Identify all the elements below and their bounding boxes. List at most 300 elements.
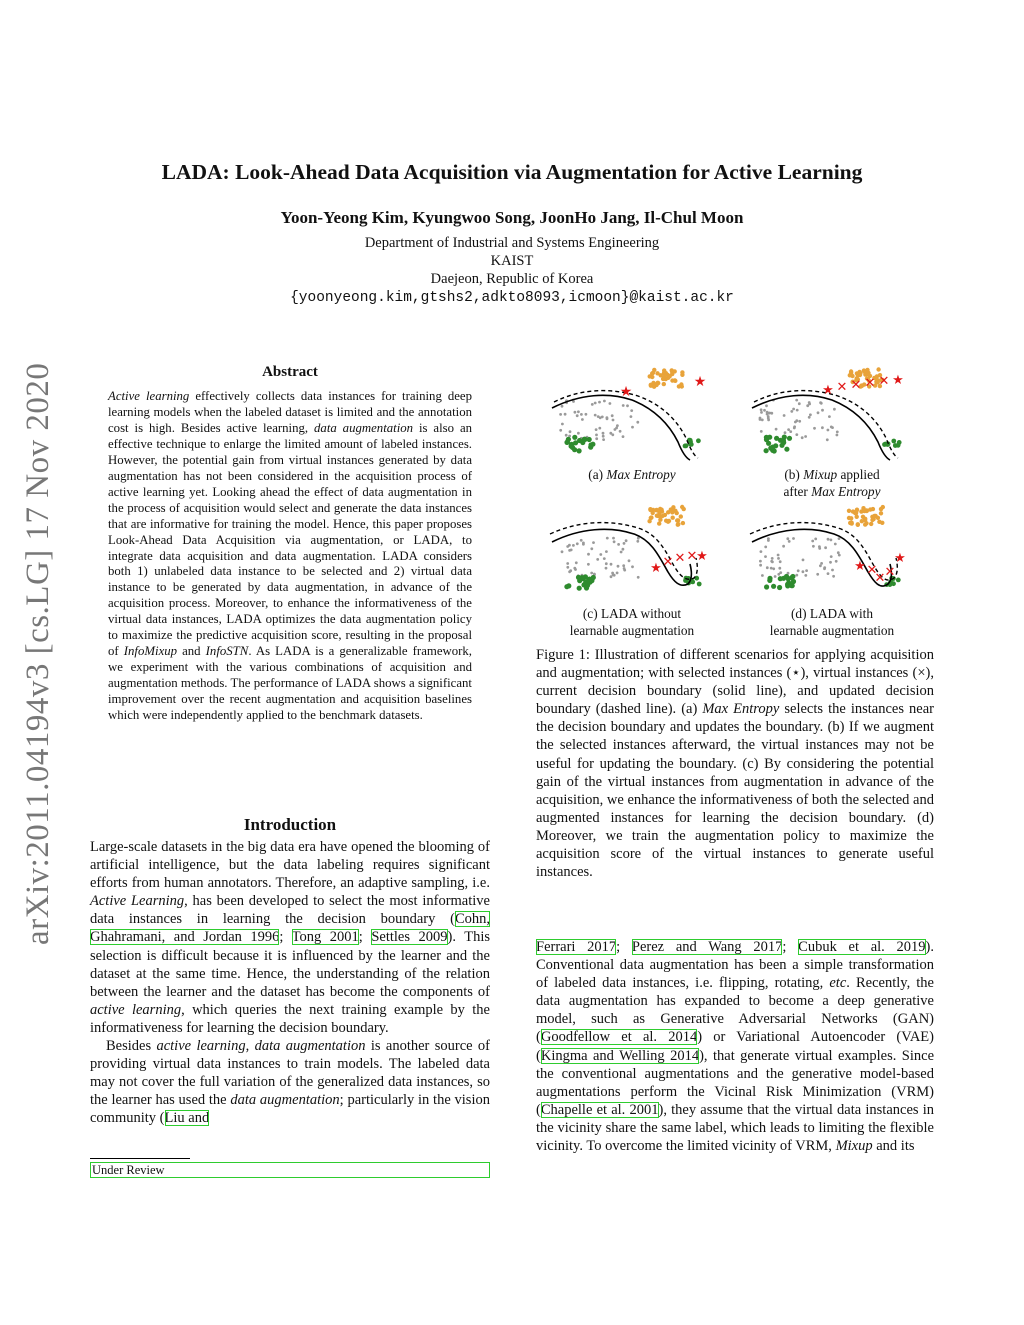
data-point — [813, 427, 816, 430]
citation-link[interactable]: Settles 2009 — [371, 929, 448, 946]
data-point — [603, 400, 606, 403]
virtual-cross: ✕ — [878, 373, 890, 388]
right-column-body — [536, 938, 934, 1155]
data-point — [765, 404, 768, 407]
data-point — [879, 511, 883, 515]
data-point — [581, 418, 584, 421]
body-text: ), they assume that the virtual data instances in the vicinity share the same label, which leads to limiting the flexible vicinity. To overcome the limited vicinity of VRM, — [536, 1101, 934, 1155]
data-point — [595, 437, 598, 440]
body-text: ). Conventional data augmentation has been a simple transformation of labeled data instances, i.e. flipping, rotating, — [536, 939, 934, 992]
data-point — [871, 507, 875, 511]
figure-panel-d — [740, 498, 904, 608]
data-point — [760, 550, 763, 553]
data-point — [628, 559, 631, 562]
subcaption-c — [542, 605, 722, 639]
abstract-heading: Abstract — [262, 364, 318, 380]
data-point — [599, 553, 602, 556]
data-point — [833, 408, 836, 411]
virtual-cross: ✕ — [686, 548, 698, 563]
data-point — [862, 509, 866, 513]
data-point — [590, 572, 593, 575]
data-point — [590, 547, 593, 550]
data-point — [575, 561, 578, 564]
body-text: and its — [872, 1138, 915, 1155]
data-point — [657, 521, 661, 525]
caption-text: Figure 1: Illustration of different scenarios for applying acquisition and augmentation; with selected instances (⋆), virtual instances (×), current decision boundary (solid line), and updated decision boundary (dashed line). (a) — [536, 647, 934, 718]
data-point — [637, 576, 640, 579]
citation-link[interactable]: Kingma and Welling 2014 — [540, 1047, 700, 1064]
data-point — [598, 401, 601, 404]
data-point — [561, 405, 564, 408]
data-point — [827, 429, 830, 432]
data-point — [619, 430, 622, 433]
subcaption-em: Max Entropy — [606, 467, 676, 482]
intro-text: is another source of providing virtual data instances to train models. The labeled data may not cover the full variation of the generalized data instances, so the learner has used the — [90, 1038, 491, 1109]
footnote-rule — [90, 1158, 190, 1159]
data-point — [787, 428, 790, 431]
abstract-lead: Active learning — [108, 389, 190, 403]
data-point — [611, 414, 614, 417]
data-point — [559, 429, 562, 432]
data-point — [794, 421, 797, 424]
data-point — [820, 402, 823, 405]
citation-link[interactable]: Goodfellow et al. 2014 — [540, 1029, 698, 1046]
data-point — [808, 416, 811, 419]
data-point — [569, 430, 572, 433]
data-point — [771, 557, 774, 560]
data-point — [613, 574, 616, 577]
data-point — [637, 537, 640, 540]
data-point — [596, 558, 599, 561]
data-point — [623, 542, 626, 545]
citation-link[interactable]: Tong 2001 — [291, 929, 359, 946]
data-point — [781, 440, 786, 445]
author-emails: {yoonyeong.kim,gtshs2,adkto8093,icmoon}@kaist.ac.kr — [290, 290, 734, 306]
data-point — [847, 509, 851, 513]
data-point — [850, 521, 854, 525]
data-point — [630, 409, 633, 412]
data-point — [876, 367, 880, 371]
data-point — [580, 539, 583, 542]
selected-star: ★ — [822, 382, 834, 397]
virtual-cross: ✕ — [866, 562, 878, 577]
abstract-text-4: . As LADA is a generalizable framework, we experiment with the various combinations of acquisition and augmentation methods. The performance of LADA shows a significant improvement over the recent augmentation and acquisition baselines which were independently applied to the benchmark datasets. — [108, 644, 473, 723]
data-point — [831, 426, 834, 429]
subcaption-em: Mixup — [803, 467, 838, 482]
data-point — [802, 559, 805, 562]
data-point — [870, 518, 874, 522]
data-point — [882, 442, 887, 447]
data-point — [591, 575, 596, 580]
data-point — [561, 423, 564, 426]
data-point — [679, 514, 683, 518]
data-point — [599, 416, 602, 419]
data-point — [696, 438, 701, 443]
subcaption-text: (b) — [784, 467, 804, 482]
data-point — [585, 413, 588, 416]
data-point — [616, 424, 619, 427]
data-point — [587, 437, 592, 442]
virtual-cross: ✕ — [884, 564, 896, 579]
data-point — [784, 431, 787, 434]
data-point — [760, 411, 763, 414]
data-point — [682, 507, 686, 511]
subcaption-d — [742, 605, 922, 639]
data-point — [587, 553, 590, 556]
data-point — [790, 583, 795, 588]
data-point — [836, 434, 839, 437]
data-point — [622, 404, 625, 407]
introduction-heading: Introduction — [243, 815, 337, 834]
data-point — [774, 575, 777, 578]
data-point — [881, 505, 885, 509]
data-point — [767, 417, 770, 420]
data-point — [821, 426, 824, 429]
data-point — [837, 551, 840, 554]
intro-em: data augmentation — [254, 1038, 366, 1055]
data-point — [809, 413, 812, 416]
citation-link[interactable]: Cohn, Ghahramani, and Jordan 1996 — [90, 911, 490, 946]
caption-text: selects the instances near the decision boundary and updates the boundary. (b) If we augment the selected instances afterward, the virtual instances may not be useful for updating the boundary. (c) By considering the potential gain of the virtual instances from augmentation in advance of the acquisition, we enhance the informativeness of both the selected and augmented instances for learning the decision boundary. (d) Moreover, we train the augmentation policy to maximize the acquisition score of the virtual instances to generate useful instances. — [536, 701, 934, 881]
data-point — [777, 573, 780, 576]
data-point — [617, 543, 620, 546]
data-point — [855, 508, 859, 512]
figure-panel-a — [540, 360, 707, 470]
data-point — [795, 433, 798, 436]
paper-title: LADA: Look-Ahead Data Acquisition via Augmentation for Active Learning — [161, 160, 863, 184]
data-point — [812, 545, 815, 548]
data-point — [577, 410, 580, 413]
data-point — [808, 401, 811, 404]
panel-c-plot — [540, 498, 708, 608]
data-point — [612, 537, 615, 540]
data-point — [860, 519, 864, 523]
data-point — [831, 569, 834, 572]
data-point — [764, 546, 767, 549]
intro-text: ; particularly in the vision community ( — [90, 1092, 490, 1127]
data-point — [801, 436, 804, 439]
data-point — [602, 438, 605, 441]
data-point — [671, 516, 675, 520]
data-point — [817, 411, 820, 414]
scatter-points — [561, 505, 702, 591]
data-point — [580, 413, 583, 416]
intro-paragraph-1 — [90, 838, 490, 1037]
data-point — [587, 578, 592, 583]
data-point — [771, 561, 774, 564]
data-point — [591, 403, 594, 406]
data-point — [572, 447, 577, 452]
footnote-link[interactable]: Under Review — [90, 1162, 490, 1178]
data-point — [681, 521, 685, 525]
affiliation-department: Department of Industrial and Systems Engineering — [364, 235, 660, 251]
data-point — [577, 448, 582, 453]
abstract-em-1: data augmentation — [314, 420, 414, 435]
citation-link[interactable]: Chapelle et al. 2001 — [540, 1101, 659, 1118]
body-text: ; — [616, 939, 632, 955]
data-point — [582, 543, 585, 546]
data-point — [631, 426, 634, 429]
data-point — [819, 564, 822, 567]
data-point — [613, 540, 616, 543]
introduction-body — [90, 838, 490, 1128]
data-point — [605, 550, 608, 553]
data-point — [770, 567, 773, 570]
data-point — [648, 374, 652, 378]
data-point — [777, 557, 780, 560]
intro-em: active learning — [90, 1001, 182, 1018]
data-point — [834, 543, 837, 546]
data-point — [877, 520, 881, 524]
data-point — [668, 374, 672, 378]
data-point — [818, 545, 821, 548]
data-point — [606, 537, 609, 540]
data-point — [782, 545, 785, 548]
data-point — [849, 369, 853, 373]
data-point — [829, 561, 832, 564]
panel-b-plot — [740, 360, 904, 470]
data-point — [869, 522, 873, 526]
data-point — [811, 540, 814, 543]
virtual-cross: ✕ — [836, 379, 848, 394]
panel-a-plot — [540, 360, 707, 470]
data-point — [828, 415, 831, 418]
data-point — [789, 430, 792, 433]
abstract-body — [108, 389, 472, 724]
body-text: ) or Variational Autoencoder (VAE) ( — [536, 1029, 934, 1064]
abstract-em-infomixup: InfoMixup — [123, 644, 178, 659]
citation-link[interactable]: Ferrari 2017 — [536, 939, 617, 955]
data-point — [806, 404, 809, 407]
data-point — [766, 566, 769, 569]
data-point — [778, 567, 781, 570]
selected-star: ★ — [693, 375, 707, 390]
data-point — [577, 438, 582, 443]
data-point — [798, 420, 801, 423]
selected-star: ★ — [650, 560, 662, 575]
abstract-text-3: and — [177, 644, 206, 659]
abstract-text-1: effectively collects data instances for training deep learning models when the labeled dataset is limited and the annotation cost is high. Besides active learning, — [108, 389, 473, 435]
data-point — [584, 585, 589, 590]
body-text: ; — [782, 939, 799, 955]
data-point — [798, 402, 801, 405]
data-point — [823, 566, 826, 569]
data-point — [577, 432, 580, 435]
data-point — [625, 539, 628, 542]
affiliation-institute: KAIST — [490, 253, 534, 269]
data-point — [896, 443, 901, 448]
data-point — [891, 581, 896, 586]
data-point — [827, 538, 830, 541]
data-point — [568, 544, 571, 547]
data-point — [792, 408, 795, 411]
data-point — [660, 514, 664, 518]
virtual-cross: ✕ — [674, 550, 686, 565]
data-point — [795, 399, 798, 402]
data-point — [673, 369, 677, 373]
data-point — [787, 436, 792, 441]
data-point — [777, 585, 782, 590]
virtual-cross: ✕ — [850, 377, 862, 392]
caption-em: Max Entropy — [702, 701, 780, 718]
scatter-points — [559, 368, 701, 454]
selected-star: ★ — [619, 385, 633, 400]
data-point — [595, 434, 598, 437]
data-point — [767, 578, 772, 583]
subcaption-text: (c) LADA without — [582, 606, 682, 621]
data-point — [676, 518, 680, 522]
data-point — [612, 419, 615, 422]
data-point — [594, 414, 597, 417]
body-em: Mixup — [835, 1138, 873, 1155]
data-point — [570, 549, 573, 552]
subcaption-text: applied — [837, 467, 880, 482]
data-point — [595, 428, 598, 431]
data-point — [566, 566, 569, 569]
data-point — [838, 554, 841, 557]
selected-star: ★ — [892, 372, 904, 387]
data-point — [830, 539, 833, 542]
intro-text: Besides — [106, 1038, 157, 1055]
affiliation — [0, 234, 1024, 288]
data-point — [564, 413, 567, 416]
data-point — [830, 555, 833, 558]
data-point — [673, 378, 677, 382]
data-point — [592, 541, 595, 544]
citation-link[interactable]: Liu and — [164, 1110, 210, 1127]
data-point — [855, 371, 859, 375]
subcaption-b — [742, 466, 922, 500]
intro-text: , has been developed to select the most informative data instances in learning the decision boundary ( — [90, 893, 490, 928]
data-point — [605, 562, 608, 565]
data-point — [814, 538, 817, 541]
data-point — [559, 413, 562, 416]
data-point — [623, 567, 626, 570]
data-point — [566, 437, 571, 442]
data-point — [784, 447, 789, 452]
data-point — [666, 520, 670, 524]
data-point — [802, 570, 805, 573]
data-point — [788, 540, 791, 543]
data-point — [768, 412, 771, 415]
data-point — [669, 507, 673, 511]
data-point — [759, 564, 762, 567]
data-point — [896, 578, 901, 583]
data-point — [793, 427, 796, 430]
data-point — [626, 404, 629, 407]
data-point — [679, 382, 683, 386]
data-point — [764, 584, 769, 589]
data-point — [662, 382, 666, 386]
figure-panel-b — [740, 360, 904, 470]
data-point — [760, 408, 763, 411]
intro-em: active learning — [156, 1038, 246, 1055]
data-point — [767, 539, 770, 542]
data-point — [576, 542, 579, 545]
subcaption-text: (d) LADA with — [791, 606, 873, 621]
data-point — [603, 557, 606, 560]
data-point — [684, 443, 689, 448]
arxiv-stamp: arXiv:2011.04194v3 [cs.LG] 17 Nov 2020 — [20, 362, 56, 945]
data-point — [826, 438, 829, 441]
data-point — [786, 537, 789, 540]
data-point — [676, 522, 680, 526]
figure-panel-c — [540, 498, 708, 608]
body-text: ), that generate virtual examples. Since the conventional augmentations and the generative model-based augmentations perform the Vicinal Risk Minimization (VRM)( — [536, 1047, 935, 1118]
data-point — [656, 381, 660, 385]
intro-em: data augmentation — [230, 1092, 340, 1109]
data-point — [779, 560, 782, 563]
data-point — [760, 430, 763, 433]
affiliation-location: Daejeon, Republic of Korea — [430, 271, 594, 287]
subcaption-a — [542, 466, 722, 483]
data-point — [658, 507, 662, 511]
data-point — [805, 569, 808, 572]
data-point — [816, 573, 819, 576]
data-point — [602, 435, 605, 438]
data-point — [836, 431, 839, 434]
subcaption-text: learnable augmentation — [769, 623, 895, 638]
intro-text: ; — [358, 929, 372, 946]
data-point — [630, 415, 633, 418]
data-point — [605, 567, 608, 570]
data-point — [648, 507, 652, 511]
data-point — [777, 554, 780, 557]
data-point — [824, 546, 827, 549]
data-point — [697, 582, 702, 587]
subcaption-em: Max Entropy — [811, 484, 881, 499]
intro-text: ; — [279, 929, 292, 946]
data-point — [631, 565, 634, 568]
virtual-cross: ✕ — [864, 375, 876, 390]
data-point — [789, 575, 794, 580]
data-point — [617, 565, 620, 568]
data-point — [796, 409, 799, 412]
selected-star: ★ — [894, 550, 906, 565]
data-point — [577, 578, 582, 583]
data-point — [838, 537, 841, 540]
citation-link[interactable]: Perez and Wang 2017 — [631, 939, 783, 955]
data-point — [764, 555, 767, 558]
data-point — [602, 432, 605, 435]
abstract-text-2: is also an effective technique to enlarge the limited amount of labeled instances. However, the potential gain from virtual instances generated by data augmentation has not been considered in the acquisition process of active learning yet. Looking ahead the effect of data augmentation in the process of acquisition would select and generate the data instances that are informative for training the model. Hence, this paper proposes Look-Ahead Data Acquisition via augmentation, or LADA, to integrate data acquisition and data augmentation. LADA considers both 1) unlabeled data instance to be selected and 2) virtual data instance to be generated by data augmentation, in advance of the acquisition process. Moreover, to enhance the informativeness of the virtual data instances, LADA optimizes the data augmentation policy to maximize the predictive acquisition score, resulting in the proposal of — [108, 420, 473, 659]
data-point — [835, 560, 838, 563]
panel-d-plot — [740, 498, 904, 608]
data-point — [804, 435, 807, 438]
data-point — [636, 540, 639, 543]
data-point — [797, 569, 800, 572]
data-point — [764, 435, 769, 440]
data-point — [574, 411, 577, 414]
data-point — [785, 583, 790, 588]
data-point — [649, 384, 653, 388]
data-point — [775, 428, 778, 431]
data-point — [688, 438, 693, 443]
data-point — [616, 572, 619, 575]
data-point — [680, 373, 684, 377]
data-point — [587, 563, 590, 566]
data-point — [759, 560, 762, 563]
data-point — [561, 550, 564, 553]
intro-text: , — [245, 1038, 255, 1055]
virtual-cross: ✕ — [662, 554, 674, 569]
data-point — [832, 575, 835, 578]
citation-link[interactable]: Cubuk et al. 2019 — [798, 939, 926, 955]
data-point — [588, 442, 593, 447]
subcaption-text: learnable augmentation — [569, 623, 695, 638]
data-point — [622, 548, 625, 551]
data-point — [609, 402, 612, 405]
